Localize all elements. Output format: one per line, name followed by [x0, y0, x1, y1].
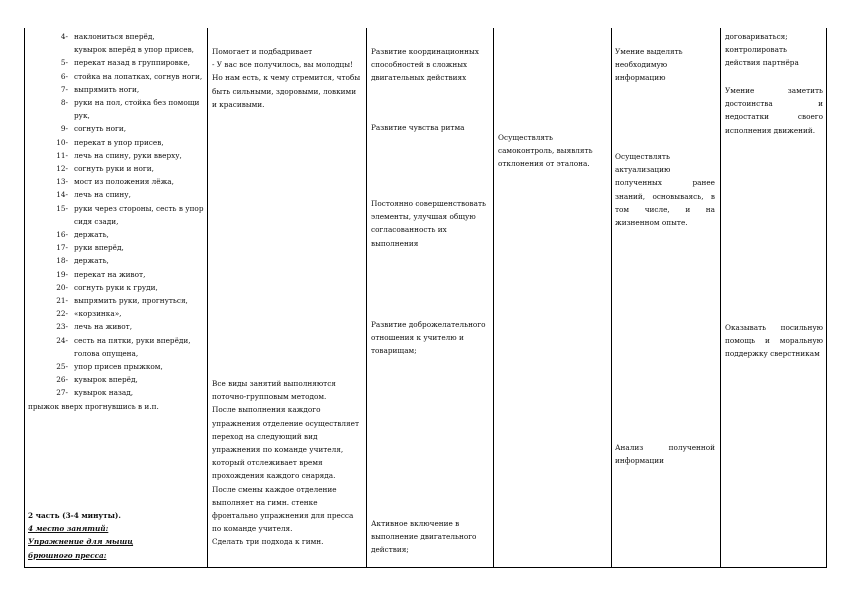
exercise-step — [28, 386, 204, 399]
coordination-development-text: Развитие координационных способностей в сложных двигательных действиях — [371, 47, 479, 83]
step-text: кувырок вперёд, — [74, 375, 138, 385]
step-text: руки вперёд, — [74, 243, 124, 253]
exercise-step — [28, 149, 204, 162]
exercise-step — [28, 228, 204, 241]
step-number: 26- — [56, 375, 68, 385]
exercise-step — [28, 294, 204, 307]
exercise-step — [28, 70, 204, 83]
element-improvement-text: Постоянно совершенствовать элементы, улучшая общую согласованность их выполнения — [371, 199, 486, 248]
knowledge-actualization-text: Осуществлять актуализацию полученных ранее знаний, основываясь, в том числе, и на жизненном опыте. — [615, 152, 715, 228]
exercise-step — [28, 43, 204, 56]
peer-support-text: Оказывать посильную помощь и моральную поддержку сверстникам — [725, 323, 823, 359]
step-text: «корзинка», — [74, 309, 122, 319]
final-step-text: прыжок вверх прогнувшись в и.п. — [28, 401, 159, 411]
exercise-step — [28, 188, 204, 201]
friendly-attitude-text: Развитие доброжелательного отношения к учителю и товарищам; — [371, 320, 486, 356]
step-number: 23- — [56, 322, 68, 332]
step-text: кувырок вперёд в упор присев, — [74, 45, 195, 55]
step-number: 6- — [60, 71, 68, 81]
step-number: 18- — [56, 256, 68, 266]
step-text: руки через стороны, сесть в упор сидя сзади, — [74, 203, 204, 226]
step-number: 19- — [56, 269, 68, 279]
exercise-step — [28, 96, 204, 122]
column-divider-5 — [720, 28, 721, 567]
step-text: сесть на пятки, руки вперёди, голова опущена, — [74, 335, 191, 358]
step-text: перекат на живот, — [74, 269, 146, 279]
step-text: лечь на живот, — [74, 322, 133, 332]
step-text: стойка на лопатках, согнув ноги, — [74, 71, 203, 81]
table-bottom-border — [24, 567, 827, 568]
step-text: согнуть руки к груди, — [74, 282, 158, 292]
self-control-text: Осуществлять самоконтроль, выявлять отклонения от эталона. — [498, 133, 593, 169]
teaching-method-text: Все виды занятий выполняются поточно-групповым методом. После выполнения каждого упражнения отделение осуществляет переход на следующий вид упражнения по команде учителя, который отслеживает время прохождения каждого снаряда. После смены каждое отделение выполняет на гимн. стенке фронтально упражнения для пресса по команде учителя. Сделать три подхода к гимн. — [212, 379, 359, 547]
step-text: выпрямить ноги, — [74, 84, 140, 94]
column-divider-3 — [493, 28, 494, 567]
step-number: 20- — [56, 282, 68, 292]
column-divider-4 — [611, 28, 612, 567]
exercise-step — [28, 56, 204, 69]
self-assessment-text: Умение заметить достоинства и недостатки своего исполнения движений. — [725, 86, 823, 135]
select-information-text: Умение выделять необходимую информацию — [615, 47, 683, 83]
exercise-step — [28, 136, 204, 149]
step-number: 21- — [56, 296, 68, 306]
step-number: 10- — [56, 137, 68, 147]
table-left-border — [24, 28, 25, 567]
step-text: согнуть ноги, — [74, 124, 127, 134]
step-text: выпрямить руки, прогнуться, — [74, 296, 188, 306]
step-text: согнуть руки и ноги, — [74, 164, 154, 174]
part-two-block — [28, 509, 204, 562]
step-number: 4- — [60, 32, 68, 41]
rhythm-development-text: Развитие чувства ритма — [371, 123, 465, 132]
exercise-step — [28, 320, 204, 333]
step-number: 14- — [56, 190, 68, 200]
step-number: 27- — [56, 388, 68, 398]
step-text: лечь на спину, — [74, 190, 131, 200]
exercise-step — [28, 30, 204, 43]
exercise-step — [28, 162, 204, 175]
information-analysis-text: Анализ полученной информации — [615, 443, 715, 466]
step-number — [28, 43, 74, 56]
exercise-steps-cell — [28, 30, 204, 413]
step-number: 24- — [56, 335, 68, 345]
table-right-border — [826, 28, 827, 567]
step-number: 9- — [60, 124, 68, 134]
step-number: 7- — [60, 84, 68, 94]
teacher-encouragement-text: Помогает и подбадривает - У вас все получилось, вы молодцы! Но нам есть, к чему стремится, чтобы быть сильными, здоровыми, ловкими и красивыми. — [212, 47, 361, 109]
step-text: мост из положения лёжа, — [74, 177, 174, 187]
exercise-step — [28, 175, 204, 188]
step-text: наклониться вперёд, — [74, 32, 155, 41]
cooperation-text: договариваться; контролировать действия партнёра — [725, 32, 799, 68]
step-text: перекат назад в группировке, — [74, 58, 190, 68]
exercise-step — [28, 122, 204, 135]
exercise-step — [28, 281, 204, 294]
step-number: 22- — [56, 309, 68, 319]
part-two-heading: 2 часть (3-4 минуты). — [28, 511, 121, 520]
exercise-steps-list — [28, 30, 204, 400]
step-number: 17- — [56, 243, 68, 253]
step-text: держать, — [74, 256, 109, 266]
step-text: упор присев прыжком, — [74, 362, 163, 372]
active-inclusion-text: Активное включение в выполнение двигательного действия; — [371, 519, 477, 555]
exercise-step — [28, 334, 204, 360]
exercise-step — [28, 202, 204, 228]
step-number: 12- — [56, 164, 68, 174]
column-divider-1 — [207, 28, 208, 567]
exercise-step — [28, 241, 204, 254]
step-number: 16- — [56, 230, 68, 240]
step-number: 8- — [60, 98, 68, 108]
exercise-step — [28, 83, 204, 96]
exercise-step — [28, 360, 204, 373]
exercise-heading: Упражнение для мышц брюшного пресса: — [28, 537, 134, 560]
step-text: лечь на спину, руки вверху, — [74, 150, 182, 160]
step-number: 13- — [56, 177, 68, 187]
step-text: руки на пол, стойка без помощи рук, — [74, 98, 200, 121]
step-number: 11- — [56, 150, 68, 160]
step-text: держать, — [74, 230, 109, 240]
step-text: кувырок назад, — [74, 388, 134, 398]
step-text: перекат в упор присев, — [74, 137, 164, 147]
exercise-step — [28, 268, 204, 281]
exercise-step — [28, 307, 204, 320]
exercise-step — [28, 373, 204, 386]
step-number: 15- — [56, 203, 68, 213]
step-number: 25- — [56, 362, 68, 372]
exercise-step — [28, 254, 204, 267]
place-heading: 4 место занятий: — [28, 524, 109, 534]
column-divider-2 — [366, 28, 367, 567]
step-number: 5- — [60, 58, 68, 68]
